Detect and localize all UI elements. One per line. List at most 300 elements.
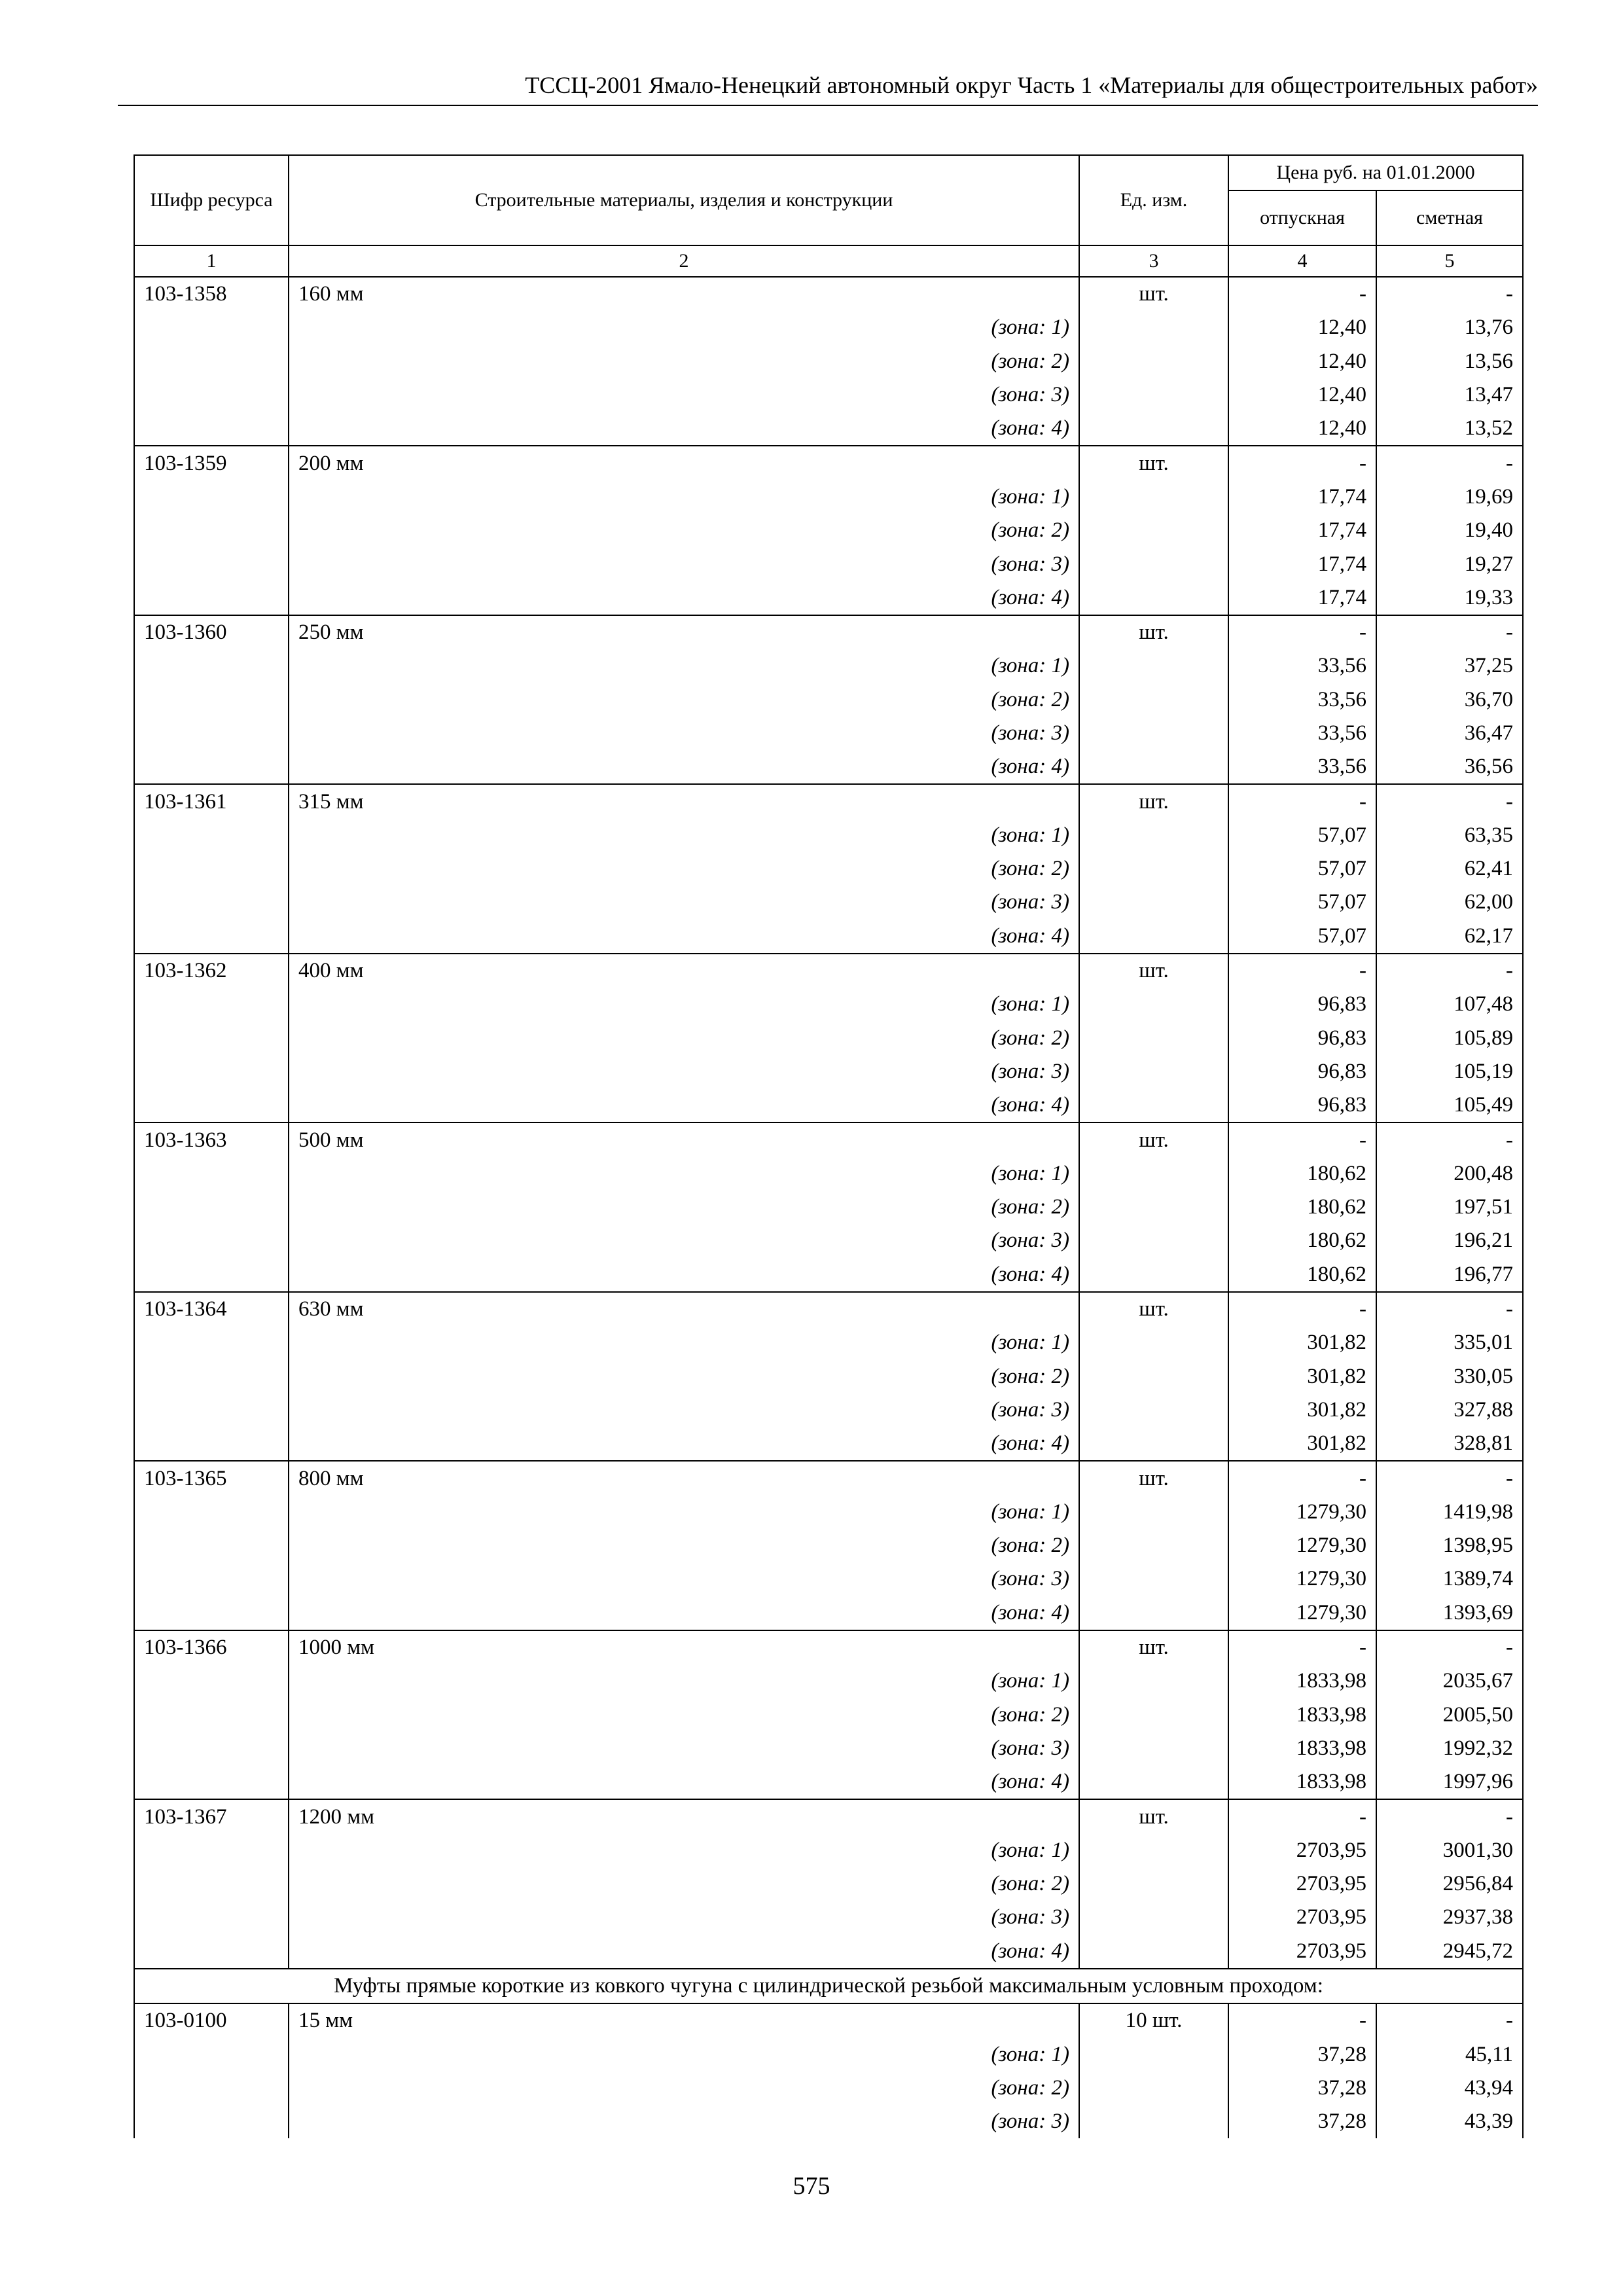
resource-code: 103-1366: [134, 1630, 289, 1664]
resource-code-empty: [134, 1596, 289, 1630]
release-price: 2703,95: [1228, 1901, 1376, 1934]
estimate-price: 13,52: [1376, 412, 1523, 446]
unit-empty: [1079, 683, 1228, 717]
col-number-5: 5: [1376, 245, 1523, 277]
zone-row: [134, 412, 1523, 446]
unit: шт.: [1079, 784, 1228, 818]
estimate-price: 105,19: [1376, 1055, 1523, 1088]
release-price: 180,62: [1228, 1157, 1376, 1191]
zone-row: [134, 886, 1523, 919]
zone-label: (зона: 2): [289, 683, 1079, 717]
resource-code: 103-1364: [134, 1292, 289, 1326]
zone-row: [134, 2037, 1523, 2071]
col-number-2: 2: [289, 245, 1079, 277]
unit-empty: [1079, 920, 1228, 954]
zone-row: [134, 649, 1523, 683]
material-name: 160 мм: [289, 277, 1079, 311]
zone-row: [134, 581, 1523, 615]
release-price: 2703,95: [1228, 1935, 1376, 1969]
item-row: [134, 277, 1523, 311]
unit-empty: [1079, 1258, 1228, 1292]
resource-code-empty: [134, 886, 289, 919]
unit-empty: [1079, 1326, 1228, 1359]
estimate-price: 2937,38: [1376, 1901, 1523, 1934]
estimate-price: 19,40: [1376, 514, 1523, 547]
resource-code-empty: [134, 480, 289, 514]
unit-empty: [1079, 514, 1228, 547]
resource-code-empty: [134, 311, 289, 344]
estimate-price: 330,05: [1376, 1360, 1523, 1393]
estimate-price: -: [1376, 954, 1523, 988]
unit-empty: [1079, 886, 1228, 919]
zone-label: (зона: 4): [289, 1258, 1079, 1292]
estimate-price: -: [1376, 446, 1523, 480]
zone-row: [134, 1901, 1523, 1934]
unit-empty: [1079, 1224, 1228, 1257]
zone-row: [134, 1258, 1523, 1292]
material-name: 200 мм: [289, 446, 1079, 480]
resource-code: 103-1367: [134, 1799, 289, 1833]
zone-label: (зона: 3): [289, 1393, 1079, 1427]
zone-label: (зона: 1): [289, 480, 1079, 514]
release-price: 17,74: [1228, 547, 1376, 581]
resource-code-empty: [134, 2105, 289, 2138]
resource-code-empty: [134, 852, 289, 886]
release-price: 301,82: [1228, 1393, 1376, 1427]
zone-label: (зона: 2): [289, 852, 1079, 886]
estimate-price: 43,94: [1376, 2072, 1523, 2105]
col-release-header: отпускная: [1228, 190, 1376, 245]
unit-empty: [1079, 2072, 1228, 2105]
zone-row: [134, 1596, 1523, 1630]
unit-empty: [1079, 819, 1228, 852]
unit-empty: [1079, 345, 1228, 378]
unit-empty: [1079, 480, 1228, 514]
zone-row: [134, 683, 1523, 717]
resource-code-empty: [134, 920, 289, 954]
unit-empty: [1079, 547, 1228, 581]
unit-empty: [1079, 1834, 1228, 1867]
release-price: 1833,98: [1228, 1732, 1376, 1765]
resource-code-empty: [134, 1732, 289, 1765]
zone-label: (зона: 4): [289, 1596, 1079, 1630]
material-name: 315 мм: [289, 784, 1079, 818]
zone-label: (зона: 4): [289, 1935, 1079, 1969]
unit-empty: [1079, 1562, 1228, 1596]
resource-code: 103-1361: [134, 784, 289, 818]
estimate-price: 45,11: [1376, 2037, 1523, 2071]
material-name: 15 мм: [289, 2003, 1079, 2037]
resource-code-empty: [134, 717, 289, 750]
estimate-price: 2956,84: [1376, 1867, 1523, 1901]
release-price: 37,28: [1228, 2072, 1376, 2105]
release-price: 180,62: [1228, 1224, 1376, 1257]
zone-row: [134, 1360, 1523, 1393]
zone-label: (зона: 1): [289, 311, 1079, 344]
zone-label: (зона: 2): [289, 1529, 1079, 1562]
unit: 10 шт.: [1079, 2003, 1228, 2037]
resource-code-empty: [134, 2072, 289, 2105]
release-price: -: [1228, 784, 1376, 818]
estimate-price: -: [1376, 1122, 1523, 1157]
unit-empty: [1079, 581, 1228, 615]
unit-empty: [1079, 311, 1228, 344]
zone-label: (зона: 1): [289, 988, 1079, 1021]
resource-code-empty: [134, 1935, 289, 1969]
material-name: 1200 мм: [289, 1799, 1079, 1833]
item-row: [134, 1630, 1523, 1664]
estimate-price: 19,69: [1376, 480, 1523, 514]
running-header: ТССЦ-2001 Ямало-Ненецкий автономный округ Часть 1 «Материалы для общестроительных работ»: [525, 72, 1538, 98]
unit-empty: [1079, 1698, 1228, 1731]
item-row: [134, 2003, 1523, 2037]
item-row: [134, 1292, 1523, 1326]
estimate-price: 107,48: [1376, 988, 1523, 1021]
release-price: 96,83: [1228, 988, 1376, 1021]
zone-label: (зона: 1): [289, 649, 1079, 683]
release-price: 57,07: [1228, 852, 1376, 886]
unit-empty: [1079, 852, 1228, 886]
zone-row: [134, 1022, 1523, 1055]
material-name: 500 мм: [289, 1122, 1079, 1157]
col-price-header: Цена руб. на 01.01.2000: [1228, 155, 1523, 190]
zone-label: (зона: 1): [289, 1664, 1079, 1698]
group-heading: Муфты прямые короткие из ковкого чугуна с цилиндрической резьбой максимальным условным проходом:: [134, 1969, 1523, 2003]
unit-empty: [1079, 1664, 1228, 1698]
zone-row: [134, 311, 1523, 344]
zone-label: (зона: 1): [289, 1834, 1079, 1867]
estimate-price: 36,47: [1376, 717, 1523, 750]
resource-code-empty: [134, 1901, 289, 1934]
zone-row: [134, 1088, 1523, 1122]
release-price: 37,28: [1228, 2037, 1376, 2071]
col-number-3: 3: [1079, 245, 1228, 277]
release-price: -: [1228, 1122, 1376, 1157]
zone-label: (зона: 1): [289, 1157, 1079, 1191]
resource-code: 103-1365: [134, 1461, 289, 1495]
zone-row: [134, 1529, 1523, 1562]
resource-code: 103-1359: [134, 446, 289, 480]
zone-label: (зона: 3): [289, 886, 1079, 919]
zone-label: (зона: 2): [289, 1360, 1079, 1393]
release-price: 12,40: [1228, 345, 1376, 378]
zone-row: [134, 480, 1523, 514]
resource-code-empty: [134, 1562, 289, 1596]
resource-code: 103-1362: [134, 954, 289, 988]
zone-label: (зона: 4): [289, 1427, 1079, 1461]
resource-code-empty: [134, 412, 289, 446]
release-price: 12,40: [1228, 412, 1376, 446]
estimate-price: 36,70: [1376, 683, 1523, 717]
estimate-price: -: [1376, 277, 1523, 311]
release-price: 12,40: [1228, 378, 1376, 412]
estimate-price: 1393,69: [1376, 1596, 1523, 1630]
resource-code-empty: [134, 581, 289, 615]
estimate-price: -: [1376, 1630, 1523, 1664]
unit-empty: [1079, 1867, 1228, 1901]
estimate-price: 19,33: [1376, 581, 1523, 615]
material-name: 1000 мм: [289, 1630, 1079, 1664]
unit-empty: [1079, 1360, 1228, 1393]
item-row: [134, 954, 1523, 988]
zone-row: [134, 1867, 1523, 1901]
release-price: 180,62: [1228, 1258, 1376, 1292]
zone-row: [134, 1326, 1523, 1359]
estimate-price: 13,56: [1376, 345, 1523, 378]
estimate-price: 1389,74: [1376, 1562, 1523, 1596]
item-row: [134, 446, 1523, 480]
release-price: -: [1228, 1292, 1376, 1326]
resource-code-empty: [134, 1698, 289, 1731]
zone-row: [134, 1698, 1523, 1731]
unit: шт.: [1079, 1799, 1228, 1833]
estimate-price: 1398,95: [1376, 1529, 1523, 1562]
resource-code-empty: [134, 1393, 289, 1427]
release-price: 96,83: [1228, 1088, 1376, 1122]
resource-code-empty: [134, 1529, 289, 1562]
col-name-header: Строительные материалы, изделия и конструкции: [289, 155, 1079, 245]
resource-code-empty: [134, 649, 289, 683]
unit: шт.: [1079, 1122, 1228, 1157]
unit-empty: [1079, 649, 1228, 683]
resource-code-empty: [134, 1022, 289, 1055]
zone-label: (зона: 4): [289, 1088, 1079, 1122]
zone-label: (зона: 3): [289, 1901, 1079, 1934]
resource-code-empty: [134, 1157, 289, 1191]
release-price: -: [1228, 954, 1376, 988]
zone-label: (зона: 2): [289, 514, 1079, 547]
zone-row: [134, 1496, 1523, 1529]
resource-code-empty: [134, 819, 289, 852]
estimate-price: 105,89: [1376, 1022, 1523, 1055]
estimate-price: 19,27: [1376, 547, 1523, 581]
zone-label: (зона: 3): [289, 378, 1079, 412]
estimate-price: 37,25: [1376, 649, 1523, 683]
unit-empty: [1079, 412, 1228, 446]
estimate-price: 43,39: [1376, 2105, 1523, 2138]
material-name: 800 мм: [289, 1461, 1079, 1495]
unit: шт.: [1079, 1630, 1228, 1664]
zone-row: [134, 1191, 1523, 1224]
resource-code-empty: [134, 1191, 289, 1224]
estimate-price: 196,77: [1376, 1258, 1523, 1292]
zone-label: (зона: 3): [289, 1055, 1079, 1088]
col-number-1: 1: [134, 245, 289, 277]
release-price: 17,74: [1228, 581, 1376, 615]
zone-row: [134, 1765, 1523, 1799]
estimate-price: -: [1376, 1461, 1523, 1495]
zone-row: [134, 819, 1523, 852]
resource-code-empty: [134, 1765, 289, 1799]
zone-row: [134, 1935, 1523, 1969]
release-price: 301,82: [1228, 1427, 1376, 1461]
unit-empty: [1079, 1191, 1228, 1224]
zone-row: [134, 1393, 1523, 1427]
unit-empty: [1079, 988, 1228, 1021]
release-price: 33,56: [1228, 717, 1376, 750]
release-price: 180,62: [1228, 1191, 1376, 1224]
unit-empty: [1079, 1393, 1228, 1427]
item-row: [134, 615, 1523, 649]
zone-label: (зона: 1): [289, 819, 1079, 852]
release-price: 33,56: [1228, 649, 1376, 683]
estimate-price: 328,81: [1376, 1427, 1523, 1461]
zone-row: [134, 1055, 1523, 1088]
zone-row: [134, 920, 1523, 954]
unit-empty: [1079, 1732, 1228, 1765]
estimate-price: -: [1376, 2003, 1523, 2037]
release-price: 2703,95: [1228, 1867, 1376, 1901]
release-price: 12,40: [1228, 311, 1376, 344]
zone-row: [134, 1427, 1523, 1461]
resource-code-empty: [134, 1360, 289, 1393]
col-unit-header: Ед. изм.: [1079, 155, 1228, 245]
zone-label: (зона: 2): [289, 1867, 1079, 1901]
unit-empty: [1079, 1596, 1228, 1630]
zone-label: (зона: 4): [289, 1765, 1079, 1799]
zone-label: (зона: 3): [289, 547, 1079, 581]
unit-empty: [1079, 378, 1228, 412]
price-table: [134, 154, 1524, 2138]
resource-code-empty: [134, 1427, 289, 1461]
resource-code-empty: [134, 2037, 289, 2071]
group-heading-row: [134, 1969, 1523, 2003]
zone-label: (зона: 4): [289, 750, 1079, 784]
zone-row: [134, 1562, 1523, 1596]
release-price: 57,07: [1228, 886, 1376, 919]
resource-code-empty: [134, 1867, 289, 1901]
unit: шт.: [1079, 1461, 1228, 1495]
resource-code-empty: [134, 1258, 289, 1292]
resource-code-empty: [134, 378, 289, 412]
resource-code-empty: [134, 547, 289, 581]
zone-label: (зона: 3): [289, 2105, 1079, 2138]
estimate-price: 63,35: [1376, 819, 1523, 852]
release-price: 37,28: [1228, 2105, 1376, 2138]
estimate-price: 13,76: [1376, 311, 1523, 344]
release-price: 2703,95: [1228, 1834, 1376, 1867]
unit-empty: [1079, 1529, 1228, 1562]
resource-code-empty: [134, 1055, 289, 1088]
item-row: [134, 784, 1523, 818]
resource-code-empty: [134, 1834, 289, 1867]
release-price: -: [1228, 615, 1376, 649]
zone-row: [134, 345, 1523, 378]
estimate-price: 2005,50: [1376, 1698, 1523, 1731]
zone-row: [134, 514, 1523, 547]
release-price: 1833,98: [1228, 1664, 1376, 1698]
unit: шт.: [1079, 277, 1228, 311]
estimate-price: 62,41: [1376, 852, 1523, 886]
zone-label: (зона: 3): [289, 1562, 1079, 1596]
zone-label: (зона: 2): [289, 1698, 1079, 1731]
resource-code: 103-1363: [134, 1122, 289, 1157]
resource-code-empty: [134, 1664, 289, 1698]
unit-empty: [1079, 750, 1228, 784]
resource-code-empty: [134, 345, 289, 378]
release-price: 301,82: [1228, 1360, 1376, 1393]
item-row: [134, 1122, 1523, 1157]
unit: шт.: [1079, 1292, 1228, 1326]
estimate-price: 2035,67: [1376, 1664, 1523, 1698]
unit-empty: [1079, 2105, 1228, 2138]
unit-empty: [1079, 1496, 1228, 1529]
estimate-price: 200,48: [1376, 1157, 1523, 1191]
zone-row: [134, 988, 1523, 1021]
release-price: 1833,98: [1228, 1765, 1376, 1799]
zone-row: [134, 1834, 1523, 1867]
unit-empty: [1079, 1088, 1228, 1122]
release-price: 96,83: [1228, 1022, 1376, 1055]
estimate-price: 62,00: [1376, 886, 1523, 919]
release-price: 33,56: [1228, 750, 1376, 784]
zone-label: (зона: 3): [289, 1224, 1079, 1257]
zone-row: [134, 2072, 1523, 2105]
estimate-price: 335,01: [1376, 1326, 1523, 1359]
release-price: 57,07: [1228, 819, 1376, 852]
col-code-header: Шифр ресурса: [134, 155, 289, 245]
zone-label: (зона: 1): [289, 2037, 1079, 2071]
zone-row: [134, 717, 1523, 750]
release-price: 17,74: [1228, 514, 1376, 547]
resource-code-empty: [134, 1496, 289, 1529]
zone-row: [134, 1157, 1523, 1191]
unit-empty: [1079, 1765, 1228, 1799]
estimate-price: 13,47: [1376, 378, 1523, 412]
resource-code-empty: [134, 1224, 289, 1257]
item-row: [134, 1799, 1523, 1833]
release-price: 1279,30: [1228, 1596, 1376, 1630]
resource-code-empty: [134, 683, 289, 717]
release-price: -: [1228, 446, 1376, 480]
zone-label: (зона: 2): [289, 2072, 1079, 2105]
resource-code-empty: [134, 988, 289, 1021]
zone-label: (зона: 1): [289, 1496, 1079, 1529]
zone-row: [134, 750, 1523, 784]
estimate-price: 105,49: [1376, 1088, 1523, 1122]
resource-code-empty: [134, 1326, 289, 1359]
unit-empty: [1079, 2037, 1228, 2071]
release-price: -: [1228, 2003, 1376, 2037]
col-number-4: 4: [1228, 245, 1376, 277]
zone-label: (зона: 4): [289, 581, 1079, 615]
zone-label: (зона: 3): [289, 1732, 1079, 1765]
release-price: 301,82: [1228, 1326, 1376, 1359]
zone-row: [134, 2105, 1523, 2138]
col-estimate-header: сметная: [1376, 190, 1523, 245]
estimate-price: 327,88: [1376, 1393, 1523, 1427]
page-number: 575: [793, 2172, 830, 2200]
release-price: 57,07: [1228, 920, 1376, 954]
unit-empty: [1079, 717, 1228, 750]
resource-code: 103-1358: [134, 277, 289, 311]
unit: шт.: [1079, 615, 1228, 649]
unit-empty: [1079, 1901, 1228, 1934]
resource-code-empty: [134, 750, 289, 784]
zone-row: [134, 547, 1523, 581]
estimate-price: 196,21: [1376, 1224, 1523, 1257]
resource-code-empty: [134, 514, 289, 547]
release-price: 96,83: [1228, 1055, 1376, 1088]
zone-label: (зона: 2): [289, 345, 1079, 378]
unit-empty: [1079, 1935, 1228, 1969]
estimate-price: -: [1376, 784, 1523, 818]
zone-row: [134, 378, 1523, 412]
material-name: 250 мм: [289, 615, 1079, 649]
estimate-price: 1997,96: [1376, 1765, 1523, 1799]
release-price: -: [1228, 1799, 1376, 1833]
release-price: 33,56: [1228, 683, 1376, 717]
